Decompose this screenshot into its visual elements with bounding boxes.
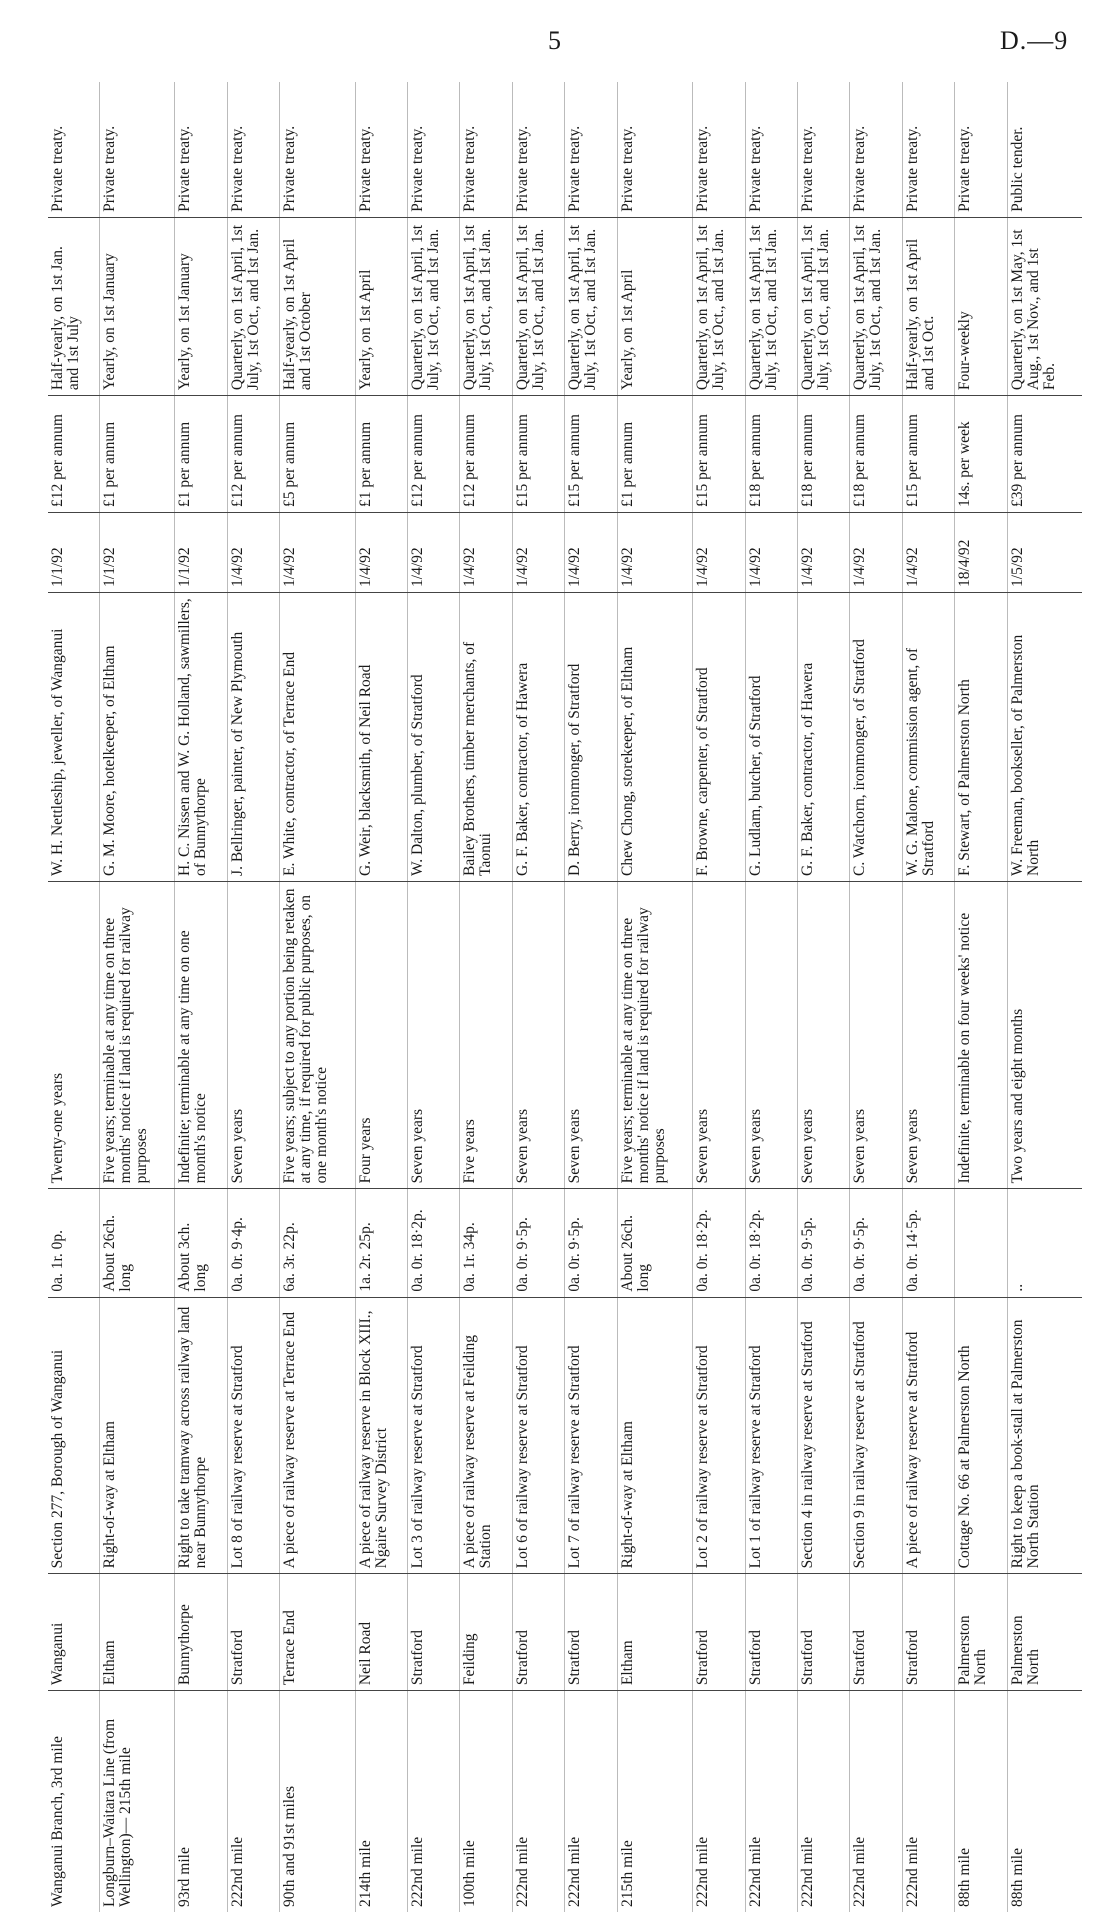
mileage-cell: 222nd mile	[513, 1836, 531, 1907]
rent-cell: £1 per annum	[100, 396, 175, 513]
lessee-cell: Bailey Brothers, timber merchants, of Taonui	[460, 592, 512, 881]
term-cell: Seven years	[565, 881, 617, 1188]
date-cell: 1/4/92	[798, 513, 850, 593]
disposal-method-cell: Private treaty.	[460, 82, 512, 217]
term-cell: Twenty-one years	[48, 881, 100, 1188]
disposal-method-cell: Private treaty.	[850, 82, 902, 217]
description-cell: Section 4 in railway reserve at Stratford	[798, 1297, 850, 1574]
lease-table	[48, 82, 1082, 1912]
rent-cell: £15 per annum	[902, 396, 954, 513]
date-cell: 1/1/92	[48, 513, 100, 593]
payment-terms-cell: Quarterly, on 1st April, 1st July, 1st Oct., and 1st Jan.	[565, 217, 617, 395]
area-cell	[955, 1189, 1007, 1297]
rent-cell: £12 per annum	[408, 396, 460, 513]
payment-terms-cell: Yearly, on 1st April	[355, 217, 407, 395]
rent-cell: £1 per annum	[355, 396, 407, 513]
area-cell: 1a. 2r. 25p.	[355, 1189, 407, 1297]
area-cell: 0a. 0r. 18·2p.	[693, 1189, 745, 1297]
table-row	[745, 82, 797, 1912]
term-cell: Seven years	[850, 881, 902, 1188]
table-row	[1007, 82, 1082, 1912]
lessee-cell: C. Watchorn, ironmonger, of Stratford	[850, 592, 902, 881]
date-cell: 1/4/92	[902, 513, 954, 593]
lease-table-body	[48, 82, 1082, 1912]
mileage-cell: 100th mile	[461, 1840, 479, 1907]
term-cell: Indefinite; terminable at any time on one month's notice	[175, 881, 227, 1188]
lessee-cell: W. H. Nettleship, jeweller, of Wanganui	[48, 592, 100, 881]
date-cell: 1/4/92	[512, 513, 564, 593]
table-row	[512, 82, 564, 1912]
lessee-cell: E. White, contractor, of Terrace End	[280, 592, 355, 881]
disposal-method-cell: Private treaty.	[693, 82, 745, 217]
area-cell: 0a. 1r. 0p.	[48, 1189, 100, 1297]
date-cell: 1/4/92	[565, 513, 617, 593]
payment-terms-cell: Yearly, on 1st January	[175, 217, 227, 395]
lessee-cell: F. Stewart, of Palmerston North	[955, 592, 1007, 881]
mileage-cell: Longburn–Waitara Line (from Wellington)— 215th mile	[101, 1718, 135, 1907]
description-cell: Right-of-way at Eltham	[100, 1297, 175, 1574]
disposal-method-cell: Private treaty.	[745, 82, 797, 217]
station-cell: Neil Road	[355, 1574, 407, 1691]
rent-cell: 14s. per week	[955, 396, 1007, 513]
payment-terms-cell: Quarterly, on 1st April, 1st July, 1st Oct., and 1st Jan.	[850, 217, 902, 395]
rotated-lease-table	[48, 82, 1082, 1912]
rent-cell: £15 per annum	[565, 396, 617, 513]
description-cell: Lot 2 of railway reserve at Stratford	[693, 1297, 745, 1574]
table-row	[617, 82, 692, 1912]
description-cell: A piece of railway reserve in Block XIII., Ngaire Survey District	[355, 1297, 407, 1574]
rent-cell: £1 per annum	[617, 396, 692, 513]
lessee-cell: D. Berry, ironmonger, of Stratford	[565, 592, 617, 881]
area-cell: 0a. 0r. 9·4p.	[227, 1189, 279, 1297]
term-cell: Seven years	[227, 881, 279, 1188]
payment-terms-cell: Quarterly, on 1st April, 1st July, 1st Oct., and 1st Jan.	[460, 217, 512, 395]
payment-terms-cell: Half-yearly, on 1st April and 1st October	[280, 217, 355, 395]
area-cell: 0a. 0r. 9·5p.	[850, 1189, 902, 1297]
lessee-cell: G. Weir, blacksmith, of Neil Road	[355, 592, 407, 881]
date-cell: 18/4/92	[955, 513, 1007, 593]
station-cell: Palmerston North	[1007, 1574, 1082, 1691]
station-cell: Stratford	[512, 1574, 564, 1691]
disposal-method-cell: Private treaty.	[617, 82, 692, 217]
document-code: D.—9	[1000, 26, 1069, 55]
disposal-method-cell: Private treaty.	[955, 82, 1007, 217]
term-cell: Five years; subject to any portion being retaken at any time, if required for public purposes, on one month's notice	[280, 881, 355, 1188]
mileage-cell: 222nd mile	[409, 1836, 427, 1907]
station-cell: Stratford	[565, 1574, 617, 1691]
station-cell: Bunnythorpe	[175, 1574, 227, 1691]
date-cell: 1/4/92	[355, 513, 407, 593]
description-cell: Right to take tramway across railway land near Bunnythorpe	[175, 1297, 227, 1574]
term-cell: Seven years	[798, 881, 850, 1188]
term-cell: Five years; terminable at any time on three months' notice if land is required for railway purposes	[617, 881, 692, 1188]
table-row	[955, 82, 1007, 1912]
disposal-method-cell: Private treaty.	[408, 82, 460, 217]
description-cell: Lot 3 of railway reserve at Stratford	[408, 1297, 460, 1574]
mileage-cell: 222nd mile	[228, 1836, 246, 1907]
rent-cell: £18 per annum	[798, 396, 850, 513]
description-cell: A piece of railway reserve at Stratford	[902, 1297, 954, 1574]
disposal-method-cell: Private treaty.	[227, 82, 279, 217]
area-cell: 0a. 0r. 14·5p.	[902, 1189, 954, 1297]
area-cell: 0a. 0r. 18·2p.	[745, 1189, 797, 1297]
station-cell: Stratford	[798, 1574, 850, 1691]
table-row	[902, 82, 954, 1912]
term-cell: Seven years	[512, 881, 564, 1188]
area-cell: 0a. 1r. 34p.	[460, 1189, 512, 1297]
description-cell: Lot 1 of railway reserve at Stratford	[745, 1297, 797, 1574]
mileage-cell: 222nd mile	[746, 1836, 764, 1907]
date-cell: 1/4/92	[693, 513, 745, 593]
term-cell: Indefinite, terminable on four weeks' notice	[955, 881, 1007, 1188]
mileage-cell: 222nd mile	[903, 1836, 921, 1907]
term-cell: Four years	[355, 881, 407, 1188]
description-cell: A piece of railway reserve at Feilding Station	[460, 1297, 512, 1574]
payment-terms-cell: Quarterly, on 1st April, 1st July, 1st Oct., and 1st Jan.	[408, 217, 460, 395]
disposal-method-cell: Private treaty.	[355, 82, 407, 217]
date-cell: 1/5/92	[1007, 513, 1082, 593]
description-cell: Right to keep a book-stall at Palmerston North Station	[1007, 1297, 1082, 1574]
station-cell: Wanganui	[48, 1574, 100, 1691]
date-cell: 1/1/92	[175, 513, 227, 593]
payment-terms-cell: Quarterly, on 1st May, 1st Aug., 1st Nov., and 1st Feb.	[1007, 217, 1082, 395]
term-cell: Five years	[460, 881, 512, 1188]
station-cell: Stratford	[408, 1574, 460, 1691]
description-cell: Right-of-way at Eltham	[617, 1297, 692, 1574]
payment-terms-cell: Quarterly, on 1st April, 1st July, 1st Oct., and 1st Jan.	[745, 217, 797, 395]
table-row	[280, 82, 355, 1912]
term-cell: Seven years	[745, 881, 797, 1188]
term-cell: Seven years	[408, 881, 460, 1188]
station-cell: Stratford	[745, 1574, 797, 1691]
table-row	[227, 82, 279, 1912]
term-cell: Two years and eight months	[1007, 881, 1082, 1188]
date-cell: 1/4/92	[280, 513, 355, 593]
table-row	[355, 82, 407, 1912]
payment-terms-cell: Yearly, on 1st April	[617, 217, 692, 395]
lessee-cell: G. Ludlam, butcher, of Stratford	[745, 592, 797, 881]
area-cell: ..	[1007, 1189, 1082, 1297]
date-cell: 1/4/92	[227, 513, 279, 593]
rent-cell: £5 per annum	[280, 396, 355, 513]
table-row	[798, 82, 850, 1912]
payment-terms-cell: Quarterly, on 1st April, 1st July, 1st Oct., and 1st Jan.	[693, 217, 745, 395]
rent-cell: £39 per annum	[1007, 396, 1082, 513]
table-row	[693, 82, 745, 1912]
payment-terms-cell: Quarterly, on 1st April, 1st July, 1st Oct., and 1st Jan.	[512, 217, 564, 395]
area-cell: 0a. 0r. 18·2p.	[408, 1189, 460, 1297]
table-row	[175, 82, 227, 1912]
payment-terms-cell: Quarterly, on 1st April, 1st July, 1st Oct., and 1st Jan.	[227, 217, 279, 395]
lessee-cell: F. Browne, carpenter, of Stratford	[693, 592, 745, 881]
table-row	[460, 82, 512, 1912]
disposal-method-cell: Private treaty.	[280, 82, 355, 217]
disposal-method-cell: Private treaty.	[100, 82, 175, 217]
table-row	[48, 82, 100, 1912]
lessee-cell: G. F. Baker, contractor, of Hawera	[798, 592, 850, 881]
description-cell: Lot 7 of railway reserve at Stratford	[565, 1297, 617, 1574]
description-cell: Lot 8 of railway reserve at Stratford	[227, 1297, 279, 1574]
date-cell: 1/4/92	[617, 513, 692, 593]
table-row	[850, 82, 902, 1912]
mileage-cell: 222nd mile	[799, 1836, 816, 1907]
mileage-cell: 88th mile	[1008, 1848, 1026, 1907]
area-cell: 6a. 3r. 22p.	[280, 1189, 355, 1297]
payment-terms-cell: Four-weekly	[955, 217, 1007, 395]
station-cell: Feilding	[460, 1574, 512, 1691]
date-cell: 1/4/92	[850, 513, 902, 593]
rent-cell: £18 per annum	[850, 396, 902, 513]
station-cell: Palmerston North	[955, 1574, 1007, 1691]
mileage-cell: 222nd mile	[566, 1836, 584, 1907]
table-row	[408, 82, 460, 1912]
area-cell: 0a. 0r. 9·5p.	[798, 1189, 850, 1297]
disposal-method-cell: Public tender.	[1007, 82, 1082, 217]
description-cell: Cottage No. 66 at Palmerston North	[955, 1297, 1007, 1574]
mileage-cell: 88th mile	[956, 1848, 974, 1907]
payment-terms-cell: Half-yearly, on 1st April and 1st Oct.	[902, 217, 954, 395]
description-cell: A piece of railway reserve at Terrace End	[280, 1297, 355, 1574]
lessee-cell: H. C. Nissen and W. G. Holland, sawmillers, of Bunnythorpe	[175, 592, 227, 881]
area-cell: About 3ch. long	[175, 1189, 227, 1297]
station-cell: Stratford	[850, 1574, 902, 1691]
table-row	[565, 82, 617, 1912]
date-cell: 1/1/92	[100, 513, 175, 593]
station-cell: Eltham	[100, 1574, 175, 1691]
disposal-method-cell: Private treaty.	[512, 82, 564, 217]
area-cell: 0a. 0r. 9·5p.	[512, 1189, 564, 1297]
lessee-cell: G. M. Moore, hotelkeeper, of Eltham	[100, 592, 175, 881]
disposal-method-cell: Private treaty.	[48, 82, 100, 217]
mileage-cell: 90th and 91st miles	[281, 1786, 299, 1907]
term-cell: Seven years	[902, 881, 954, 1188]
payment-terms-cell: Quarterly, on 1st April, 1st July, 1st Oct., and 1st Jan.	[798, 217, 850, 395]
mileage-cell: 215th mile	[618, 1840, 636, 1907]
lessee-cell: G. F. Baker, contractor, of Hawera	[512, 592, 564, 881]
payment-terms-cell: Half-yearly, on 1st Jan. and 1st July	[48, 217, 100, 395]
mileage-cell: Wanganui Branch, 3rd mile	[49, 1736, 66, 1907]
disposal-method-cell: Private treaty.	[798, 82, 850, 217]
mileage-cell: 222nd mile	[851, 1836, 869, 1907]
station-cell: Stratford	[693, 1574, 745, 1691]
lessee-cell: W. Dalton, plumber, of Stratford	[408, 592, 460, 881]
rent-cell: £12 per annum	[460, 396, 512, 513]
description-cell: Lot 6 of railway reserve at Stratford	[512, 1297, 564, 1574]
rent-cell: £12 per annum	[48, 396, 100, 513]
station-cell: Stratford	[902, 1574, 954, 1691]
date-cell: 1/4/92	[745, 513, 797, 593]
lessee-cell: W. G. Malone, commission agent, of Stratford	[902, 592, 954, 881]
term-cell: Seven years	[693, 881, 745, 1188]
rent-cell: £15 per annum	[512, 396, 564, 513]
area-cell: About 26ch. long	[100, 1189, 175, 1297]
area-cell: About 26ch. long	[617, 1189, 692, 1297]
lessee-cell: Chew Chong, storekeeper, of Eltham	[617, 592, 692, 881]
lessee-cell: W. Freeman, bookseller, of Palmerston North	[1007, 592, 1082, 881]
station-cell: Stratford	[227, 1574, 279, 1691]
table-row	[100, 82, 175, 1912]
lessee-cell: J. Bellringer, painter, of New Plymouth	[227, 592, 279, 881]
rent-cell: £12 per annum	[227, 396, 279, 513]
station-cell: Eltham	[617, 1574, 692, 1691]
payment-terms-cell: Yearly, on 1st January	[100, 217, 175, 395]
area-cell: 0a. 0r. 9·5p.	[565, 1189, 617, 1297]
description-cell: Section 9 in railway reserve at Stratford	[850, 1297, 902, 1574]
date-cell: 1/4/92	[460, 513, 512, 593]
disposal-method-cell: Private treaty.	[902, 82, 954, 217]
rent-cell: £18 per annum	[745, 396, 797, 513]
description-cell: Section 277, Borough of Wanganui	[48, 1297, 100, 1574]
disposal-method-cell: Private treaty.	[565, 82, 617, 217]
station-cell: Terrace End	[280, 1574, 355, 1691]
mileage-cell: 214th mile	[356, 1840, 374, 1907]
rent-cell: £1 per annum	[175, 396, 227, 513]
mileage-cell: 222nd mile	[694, 1836, 712, 1907]
disposal-method-cell: Private treaty.	[175, 82, 227, 217]
date-cell: 1/4/92	[408, 513, 460, 593]
rent-cell: £15 per annum	[693, 396, 745, 513]
term-cell: Five years; terminable at any time on three months' notice if land is required for railway purposes	[100, 881, 175, 1188]
mileage-cell: 93rd mile	[176, 1847, 194, 1907]
page-number: 5	[548, 26, 561, 55]
